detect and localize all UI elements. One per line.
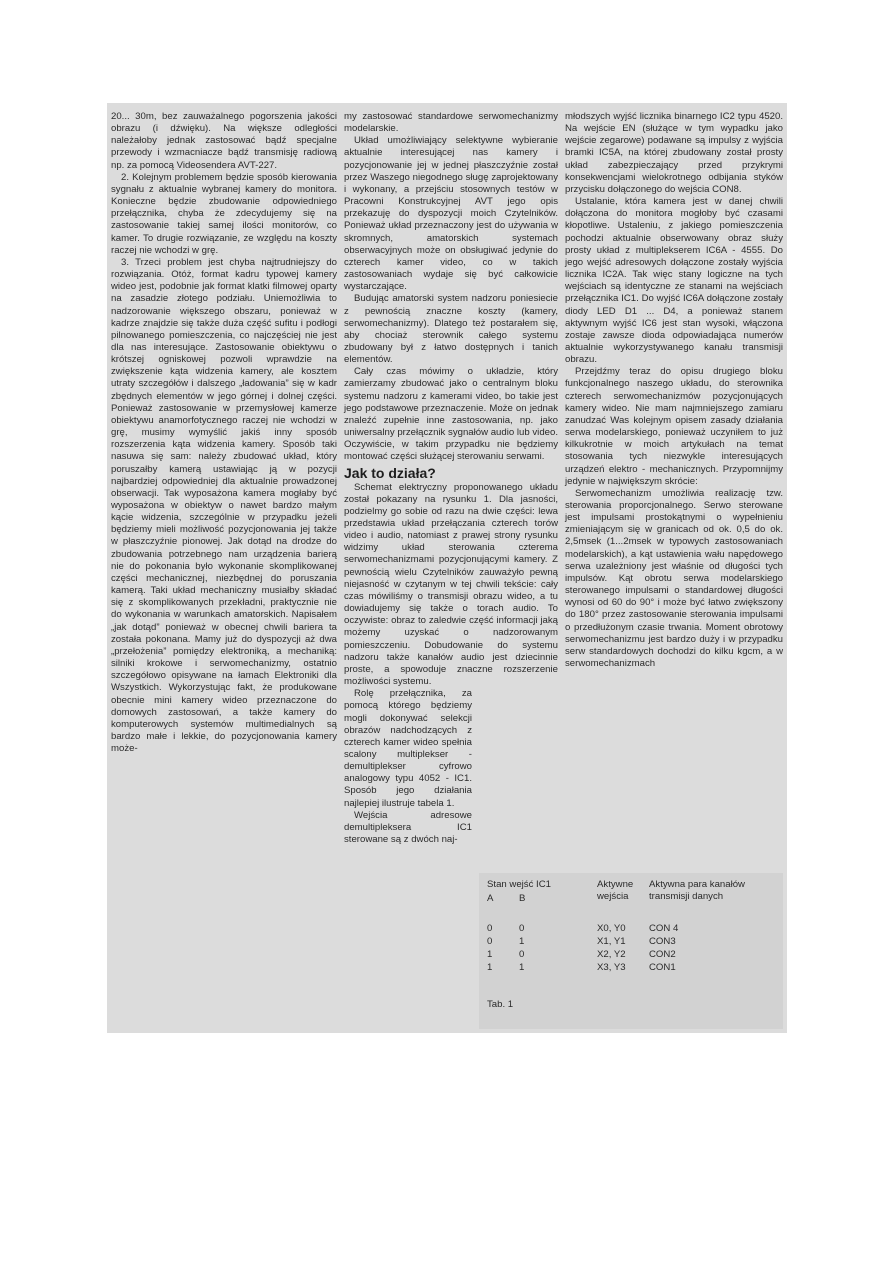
table-cell: CON 4 [649,923,679,934]
table-cell: 1 [487,962,493,973]
table-cell: 0 [519,923,525,934]
header-line: transmisji danych [649,891,724,902]
table-cell: X1, Y1 [597,936,626,947]
paragraph: Przejdźmy teraz do opisu drugiego bloku funkcjonalnego naszego układu, do sterownika czterech serwomechanizmów pozycjonujących kamery wideo. Nie mam najmniejszego zamiaru zanudzać Was kolejnym opisem zasady działania serwa modelarskiego, ponieważ uczyniłem to już kilkukrotnie w moich artykułach na temat stosowania tych niezwykle interesujących urządzeń elektro - mechanicznych. Przypomnijmy jedynie w największym skrócie: [565,366,783,487]
table-header-a: A [487,893,494,904]
table-cell: 1 [519,962,525,973]
table-cell: X2, Y2 [597,949,626,960]
paragraph: Rolę przełącznika, za pomocą którego będziemy mogli dokonywać selekcji obrazów nadchodzących z czterech kamer wideo spełnia scalony multiplekser - demultiplekser cyfrowo analogowy typu 4052 - IC1. Sposób jego działania najlepiej ilustruje tabela 1. [344,688,472,809]
table-cell: CON1 [649,962,676,973]
paragraph: Wejścia adresowe demultipleksera IC1 sterowane są z dwóch naj- [344,809,472,846]
text-column-2 [344,111,558,846]
section-heading: Jak to działa? [344,464,436,481]
paragraph: Serwomechanizm umożliwia realizację tzw. sterowania proporcjonalnego. Serwo sterowane jest impulsami prostokątnymi o wypełnieniu zmieniającym się w granicach od ok. 0,5 do ok. 2,5msek (1...2msek w typowych zastosowaniach modelarskich), a kąt ustawienia wału napędowego serwa uzależniony jest właśnie od długości tych impulsów. Kąt obrotu serwa modelarskiego sterowanego impulsami o standardowej długości wynosi od 60 do 90° i może być łatwo zwiększony do 180° przez zastosowanie sterowania impulsami o przedłużonym czasie trwania. Moment obrotowy serwomechanizmu jest bardzo duży i w przypadku serw standardowych dochodzi do kilku kgcm, a w serwomechanizmach [565,487,783,670]
paragraph: Układ umożliwiający selektywne wybieranie aktualnie interesującej nas kamery i pozycjonowanie jej w jednej płaszczyźnie został przez Waszego niegodnego sługę zaprojektowany i wykonany, a przejściu stosownych testów w Pracowni Konstrukcyjnej AVT jego opis przekazuję do dyspozycji moich Czytelników. Ponieważ układ przeznaczony jest do używania w skromnych, amatorskich systemach obserwacyjnych może on obsługiwać jedynie do czterech kamer video, co w takich zastosowaniach wydaje się być całkowicie wystarczające. [344,135,558,293]
paragraph: 2. Kolejnym problemem będzie sposób kierowania sygnału z aktualnie wybranej kamery do monitora. Konieczne będzie zbudowanie odpowiedniego przełącznika, chyba że zdecydujemy się na zastosowanie takiej samej ilości monitorów, co kamer. To drugie rozwiązanie, ze względu na koszty raczej nie wchodzi w grę. [111,171,337,256]
table-header-b: B [519,893,526,904]
table-cell: CON2 [649,949,676,960]
paragraph: Budując amatorski system nadzoru poniesiecie z pewnością znaczne koszty (kamery, serwomechanizmy). Dlatego też postarałem się, aby chociaż sterownik całego systemu zbudowany był z łatwo dostępnych i tanich elementów. [344,293,558,366]
table-cell: CON3 [649,936,676,947]
table-cell: 1 [519,936,525,947]
table-header-state: Stan wejść IC1 [487,879,551,890]
table-1 [479,873,783,1029]
paragraph: młodszych wyjść licznika binarnego IC2 typu 4520. Na wejście EN (służące w tym wypadku jako wejście zegarowe) podawane są impulsy z wyjścia bramki IC5A, na której zbudowany został prosty układ zabezpieczający przed przykrymi konsekwencjami wielokrotnego odbijania styków przycisku dołączonego do wejścia CON8. [565,111,783,195]
table-cell: 0 [487,936,493,947]
table-caption: Tab. 1 [487,999,514,1010]
text-column-3 [565,111,783,670]
header-line: wejścia [597,891,629,902]
table-cell: 0 [519,949,525,960]
paragraph: Cały czas mówimy o układzie, który zamierzamy zbudować jako o centralnym bloku systemu nadzoru z kamerami video, bo takie jest jego podstawowe przeznaczenie. Może on jednak znaleźć zupełnie inne zastosowania, np. jako uniwersalny przełącznik sygnałów audio lub video. Oczywiście, w takim przypadku nie będziemy montować części służącej sterowaniu serwami. [344,366,558,463]
header-line: Aktywna para kanałów [649,879,745,890]
paragraph: 3. Trzeci problem jest chyba najtrudniejszy do rozwiązania. Otóż, format kadru typowej kamery wideo jest, podobnie jak format klatki filmowej oparty na zasadzie złotego podziału. Uniemożliwia to nadzorowanie większego obszaru, ponieważ w kadrze znajdzie się także duża część sufitu i podłogi pilnowanego pomieszczenia, co najczęściej nie jest dla nas interesujące. Zastosowanie obiektywu o krótszej ogniskowej pozwoli wprawdzie na zwiększenie kąta widzenia kamery, ale kosztem utraty szczegółów i dalszego „ładowania” się w kadr zbędnych elementów w jego górnej i dolnej części. Ponieważ zastosowanie w przemysłowej kamerze obiektywu anamorfotycznego raczej nie wchodzi w grę, musimy wymyślić jakiś inny sposób rozszerzenia kąta widzenia kamery. Sposób taki nasuwa się sam: należy zbudować układ, który poruszałby kamerą ustawiając ją w pozycji najbardziej odpowiedniej dla aktualnie prowadzonej obserwacji. Tak wyposażona kamera mogłaby być wyposażona w obiektyw o nawet bardzo małym kącie widzenia, szczególnie w przypadku jeżeli będziemy mieli możliwość pozycjonowania jej także w płaszczyźnie pionowej. Jak dotąd na drodze do zbudowania potrzebnego nam urządzenia barierą nie do pokonania było wykonanie skomplikowanej części mechanicznej, niezbędnej do poruszania kamerą. Taki układ mechaniczny musiałby składać się z skomplikowanych przekładni, praktycznie nie do wykonania w warunkach amatorskich. Napisałem „jak dotąd” ponieważ w obecnej chwili bariera ta została pokonana. Mamy już do dyspozycji aż dwa „przełożenia” pomiędzy elektroniką, a mechaniką: silniki krokowe i serwomechanizmy, ostatnio szczegółowo opisywane na łamach Elektroniki dla Wszystkich. Wykorzystując fakt, że produkowane obecnie mini kamery wideo przeznaczone do domowych zastosowań, a także kamery do komputerowych systemów multimedialnych są bardzo małe i lekkie, do pozycjonowania kamery może- [111,256,337,755]
table-header-active-pair [649,879,745,903]
paragraph: Schemat elektryczny proponowanego układu został pokazany na rysunku 1. Dla jasności, podzielmy go sobie od razu na dwie części: lewa przedstawia układ przełączania czterech torów video i audio, natomiast z prawej strony rysunku widzimy układ sterowania czterema serwomechanizmami pozycjonującymi kamery. Z pewnością wielu Czytelników zauważyło pewną niejasność w czytanym w tej chwili tekście: cały czas mówiliśmy o transmisji obrazu wideo, a tu dowiadujemy się także o torach audio. To oczywiste: obraz to zaledwie część informacji jaką możemy uzyskać o nadzorowanym pomieszczeniu. Dobudowanie do systemu nadzoru także kanałów audio jest dziecinnie proste, a spowoduje znaczne rozszerzenie możliwości systemu. [344,481,558,688]
header-line: Aktywne [597,879,634,890]
table-cell: X3, Y3 [597,962,626,973]
table-header-active-inputs [597,879,633,903]
paragraph: 20... 30m, bez zauważalnego pogorszenia jakości obrazu (i dźwięku). Na większe odległości należałoby jednak zastosować bądź specjalne przewody i wzmacniacze bądź transmisję radiową np. za pomocą Videosendera AVT-227. [111,111,337,171]
table-cell: 1 [487,949,493,960]
table-cell: X0, Y0 [597,923,626,934]
paragraph: my zastosować standardowe serwomechanizmy modelarskie. [344,111,558,135]
scanned-page [107,103,787,1033]
paragraph: Ustalanie, która kamera jest w danej chwili dołączona do monitora mogłoby być czasami kłopotliwe. Ustaleniu, z jakiego pomieszczenia pochodzi aktualnie obserwowany obraz służy prosty układ z multiplekserem IC6A - 4555. Do jego wejść adresowych dołączone zostały wyjścia licznika IC2A. Tak więc stany logiczne na tych wejściach są identyczne ze stanami na wejściach przełącznika IC1. Do wyjść IC6A dołączone zostały diody LED D1 ... D4, a ponieważ stanem aktywnym wyjść IC6 jest stan wysoki, włączona zostaje zawsze dioda odpowiadająca numerów aktualnie wykorzystywanego kanału transmisji obrazu. [565,196,783,366]
table-cell: 0 [487,923,493,934]
text-column-1 [111,111,337,755]
